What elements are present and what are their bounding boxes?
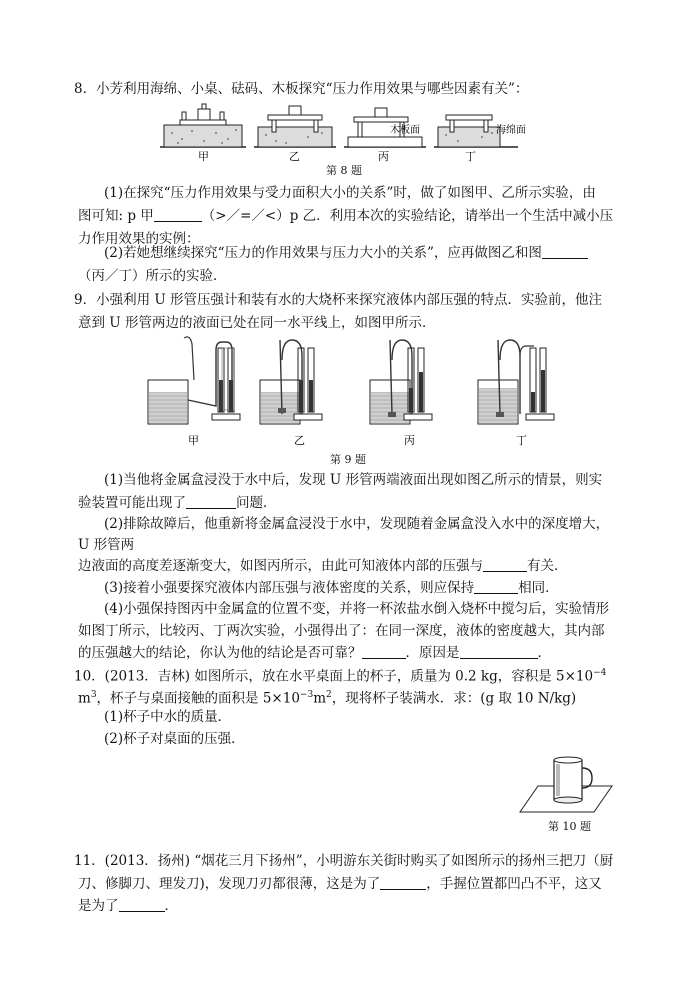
- q8-caption: 第 8 题: [326, 164, 362, 177]
- q10-stem-b: [78, 686, 576, 708]
- q8-blank-2[interactable]: [542, 244, 588, 259]
- q9-blank-1[interactable]: [186, 494, 236, 509]
- q10-stem-b-exp3: 2: [326, 690, 332, 700]
- q9-p4-a: (4)小强保持图丙中金属盒的位置不变，并将一杯浓盐水倒入烧杯中搅匀后，实验情形: [104, 601, 610, 617]
- q9-p4-c2: ．原因是: [405, 645, 460, 661]
- q10-stem-a1: 10．(2013．吉林) 如图所示，放在水平桌面上的杯子，质量为 0.2 kg，容积是 5×10: [74, 668, 594, 685]
- q10-p1: (1)杯子中水的质量．: [104, 709, 232, 725]
- q9-blank-4[interactable]: [362, 644, 406, 659]
- q11-stem-c: [78, 897, 178, 915]
- q9-p4-b: 如图丁所示，比较丙、丁两次实验，小强得出了：在同一深度，液体的密度越大，其内部: [78, 623, 605, 639]
- q9-blank-5[interactable]: [460, 644, 538, 659]
- q9-p3-a2: 相同．: [518, 580, 559, 596]
- q10-stem-b1: ，杯子与桌面接触的面积是 5×10: [96, 690, 300, 707]
- q8-setup-jia: [160, 104, 246, 147]
- q9-p1-b2: 问题．: [236, 495, 277, 511]
- q10-stem-b-exp: 3: [90, 690, 97, 700]
- q9-figure: [144, 330, 564, 448]
- q8-p1-b1: 图可知: p 甲: [78, 208, 154, 224]
- q9-p3-a: [104, 579, 559, 597]
- q8-label-bing: 丙: [378, 150, 389, 163]
- q8-blank-1[interactable]: [154, 207, 202, 222]
- q11-stem-a: 11．(2013．扬州) “烟花三月下扬州”，小明游东关街时购买了如图所示的扬州三把刀（厨: [74, 853, 614, 869]
- q8-p2-a1: (2)若她想继续探究“压力的作用效果与压力大小的关系”，应再做图乙和图: [104, 245, 542, 261]
- q9-blank-3[interactable]: [474, 579, 518, 594]
- q9-p2-c2: 有关．: [527, 558, 568, 574]
- q11-blank-1[interactable]: [380, 875, 426, 890]
- q9-p4-c: [78, 644, 551, 662]
- q8-setup-ding: [434, 115, 526, 147]
- q9-p2-c: [78, 557, 568, 575]
- q9-caption: 第 9 题: [330, 453, 366, 466]
- q10-caption: 第 10 题: [548, 820, 591, 833]
- q11-stem-b1: 刀、修脚刀、理发刀)，发现刀刃都很薄，这是为了: [78, 876, 381, 892]
- q9-p1-b1: 验装置可能出现了: [78, 495, 186, 511]
- q8-setup-yi: [254, 106, 336, 147]
- q8-label-yi: 乙: [289, 150, 300, 163]
- q9-p2-c1: 边液面的高度差逐渐变大，如图丙所示，由此可知液体内部的压强与: [78, 558, 483, 574]
- q8-p1-a: (1)在探究“压力作用效果与受力面积大小的关系”时，做了如图甲、乙所示实验，由: [104, 185, 596, 201]
- q9-setup-jia: [148, 337, 240, 424]
- q10-stem-a: [74, 664, 606, 686]
- cup-on-table: [520, 757, 612, 812]
- q10-p2: (2)杯子对桌面的压强．: [104, 731, 245, 747]
- q9-p2-a: (2)排除故障后，他重新将金属盒浸没于水中，发现随着金属盒没入水中的深度增大，: [104, 516, 610, 532]
- q11-stem-c1: 是为了: [78, 898, 119, 914]
- q8-figure: [158, 103, 578, 173]
- q9-p1-b: [78, 494, 277, 512]
- q8-label-ding: 丁: [465, 150, 476, 163]
- q9-p4-c3: ．: [537, 645, 551, 661]
- q8-p1-b2: （>／=／<）p 乙．利用本次的实验结论，请举出一个生活中减小压: [201, 208, 614, 224]
- q11-blank-2[interactable]: [119, 897, 165, 912]
- q10-figure: [516, 752, 620, 816]
- q10-stem-b3: ，现将杯子装满水．求：(g 取 10 N/kg): [331, 690, 577, 707]
- q11-stem-c2: ．: [164, 898, 178, 914]
- q9-blank-2[interactable]: [483, 557, 527, 572]
- q8-p2-b: （丙／丁）所示的实验．: [78, 268, 227, 284]
- q10-stem-b-m: m: [78, 690, 91, 707]
- q8-stem: 8．小芳利用海绵、小桌、砝码、木板探究“压力作用效果与哪些因素有关”：: [74, 81, 529, 97]
- q8-sponge-label: 海绵面: [496, 125, 526, 136]
- q11-stem-b: [78, 875, 602, 893]
- q9-label-yi: 乙: [294, 434, 305, 447]
- q9-setup-yi: [260, 340, 322, 424]
- q9-p3-a1: (3)接着小强要探究液体内部压强与液体密度的关系，则应保持: [104, 580, 475, 596]
- q9-setup-bing: [370, 340, 432, 424]
- q9-stem-a: 9．小强利用 U 形管压强计和装有水的大烧杯来探究液体内部压强的特点．实验前，他注: [74, 292, 603, 308]
- q11-stem-b2: ，手握位置都凹凸不平，这又: [426, 876, 602, 892]
- q9-label-jia: 甲: [188, 434, 199, 447]
- q8-label-jia: 甲: [198, 150, 209, 163]
- q10-stem-a-exp: −4: [593, 668, 607, 678]
- q9-label-ding: 丁: [516, 434, 527, 447]
- q8-wood-label: 木板面: [390, 125, 420, 136]
- q8-p1-b: [78, 207, 613, 225]
- q9-p2-b: U 形管两: [78, 537, 135, 553]
- q9-p1-a: (1)当他将金属盒浸没于水中后，发现 U 形管两端液面出现如图乙所示的情景，则实: [104, 472, 603, 488]
- q9-stem-b: 意到 U 形管两边的液面已处在同一水平线上，如图甲所示．: [78, 315, 436, 331]
- q8-p2-a: [104, 244, 588, 262]
- q8-setup-bing: [344, 108, 426, 147]
- q10-stem-b2: m: [313, 690, 327, 707]
- q9-setup-ding: [478, 340, 554, 424]
- q8-p1-c: 力作用效果的实例：: [78, 231, 200, 247]
- q9-label-bing: 丙: [404, 434, 415, 447]
- q10-stem-b-exp2: −3: [299, 690, 314, 700]
- q9-p4-c1: 的压强越大的结论，你认为他的结论是否可靠？: [78, 645, 362, 661]
